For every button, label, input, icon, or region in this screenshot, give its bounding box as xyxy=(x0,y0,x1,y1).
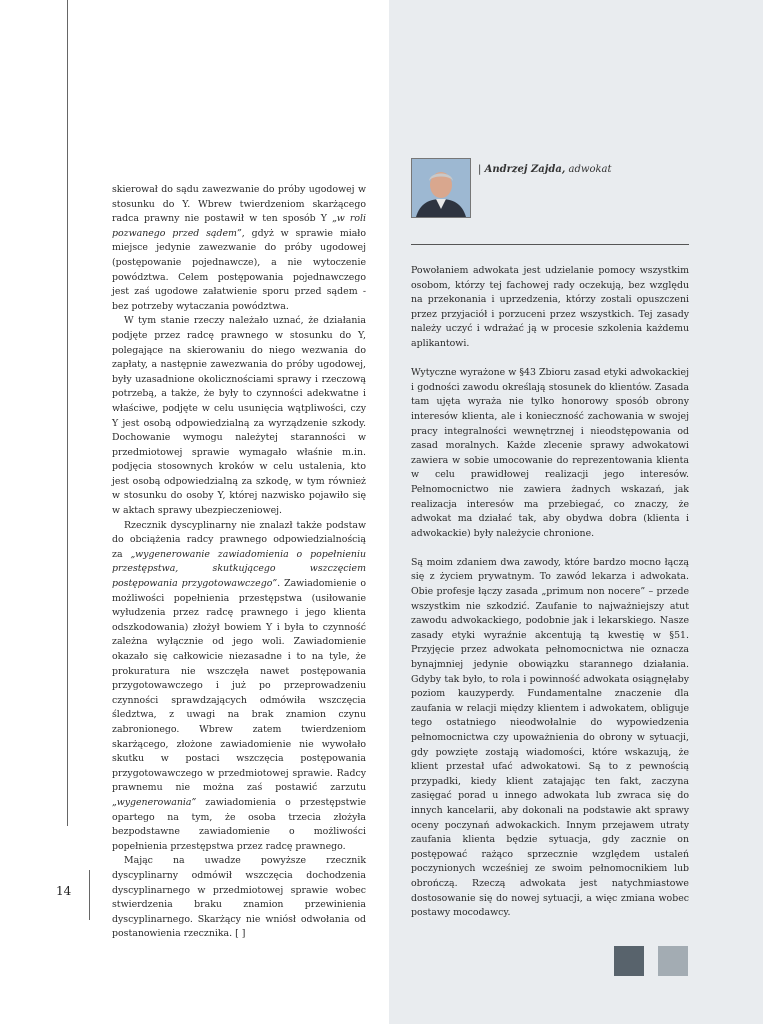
text-run: Rzecznik dyscyplinarny nie znalazł także podstaw do obciążenia radcy prawnego odpowiedzialnością za xyxy=(112,519,366,560)
left-article-column xyxy=(112,183,366,942)
author-name: Andrzej Zajda, xyxy=(484,164,566,175)
paragraph-2: W tym stanie rzeczy należało uznać, że działania podjęte przez radcę prawnego w stosunku do Y, polegające na skierowaniu do niego wezwania do zapłaty, a następnie zawezwania do próby ugodowej, były uzasadnione okolicznościami sprawy i rzeczową potrzebą, a także, że były to czynności adekwatne i właściwe, podjęte w celu usunięcia wątpliwości, czy Y jest osobą odpowiedzialną za wyrządzenie szkody. Dochowanie wymogu należytej staranności w przedmiotowej sprawie wymagało właśnie m.in. podjęcia stosownych kroków w celu ustalenia, kto jest osobą odpowiedzialną za szkodę, w tym również w stosunku do osoby Y, której nazwisko pojawiło się w aktach sprawy ubezpieczeniowej. xyxy=(112,315,366,517)
author-role: adwokat xyxy=(568,164,612,175)
paragraph-4: Mając na uwadze powyższe rzecznik dyscyplinarny odmówił wszczęcia dochodzenia dyscyplinarnego w przedmiotowej sprawie wobec stwierdzenia braku znamion przewinienia dyscyplinarnego. Skarżący nie wniósł odwołania od postanowienia rzecznika. [ ] xyxy=(112,855,366,940)
text-run: skierował do sądu zawezwanie do próby ugodowej w stosunku do Y. Wbrew twierdzeniom skarżącego radca prawny nie postawił w ten sposób Y xyxy=(112,184,366,225)
text-run: . Zawiadomienie o możliwości popełnienia przestępstwa (usiłowanie wyłudzenia przez radcę prawnego i jego klienta odszkodowania) złożył bowiem Y i była to czynność zależna wyłącznie od jego woli. Zawiadomienie okazało się całkowicie niezasadne i to na tyle, że prokuratura nie wszczęła nawet postępowania przygotowawczego i już po przeprowadzeniu czynności sprawdzających odmówiła wszczęcia śledztwa, z uwagi na brak znamion czynu zabronionego. Wbrew zatem twierdzeniom skarżącego, złożone zawiadomienie nie wywołało skutku w postaci wszczęcia postępowania przygotowawczego w przedmiotowej sprawie. Radcy prawnemu nie można zaś postawić zarzutu xyxy=(112,578,367,794)
italic-quote: „wygenerowanie zawiadomienia o popełnieniu przestępstwa, skutkującego wszczęciem postępowania przygotowawczego” xyxy=(112,548,366,590)
margin-rule-top xyxy=(67,0,68,826)
right-paragraph-1: Powołaniem adwokata jest udzielanie pomocy wszystkim osobom, którzy tej fachowej rady oczekują, bez względu na przekonania i uprzedzenia, którzy zostali opuszczeni przez przyjaciół i porzuceni przez wszystkich. Tej zasady należy uczyć i wdrażać ją w procesie szkolenia każdemu aplikantowi. xyxy=(411,265,689,349)
right-article-column xyxy=(411,264,689,935)
margin-rule-bottom xyxy=(89,870,90,920)
author-portrait-icon xyxy=(412,159,470,217)
italic-quote: „wygenerowania” xyxy=(112,796,197,808)
author-photo xyxy=(411,158,471,218)
right-paragraph-3: Są moim zdaniem dwa zawody, które bardzo mocno łączą się z życiem prywatnym. To zawód lekarza i adwokata. Obie profesje łączy zasada „primum non nocere” – przede wszystkim nie szkodzić. Zaufanie to najważniejszy atut zawodu adwokackiego, podobnie jak i lekarskiego. Nasze zasady etyki wyraźnie akcentują tą kwestię w §51. Przyjęcie przez adwokata pełnomocnictwa nie oznacza bynajmniej jedynie obowiązku starannego działania. Gdyby tak było, to rola i powinność adwokata osiągnęłaby poziom kauzyperdy. Fundamentalne znaczenie dla zaufania w relacji między klientem i adwokatem, obliguje tego ostatniego nieodwołalnie do wypowiedzenia pełnomocnictwa czy upoważnienia do obrony w sytuacji, gdy powzięte zostają wiadomości, które wskazują, że klient przestał ufać adwokatowi. Są to z pewnością przypadki, kiedy klient zatajając ten fakt, zaczyna zasięgać porad u innego adwokata lub zwraca się do innych kancelarii, aby dokonali na podstawie akt sprawy oceny poczynań adwokackich. Innym przejawem utraty zaufania klienta będzie sytuacja, gdy zacznie on postępować rażąco sprzecznie względem ustaleń poczynionych wcześniej ze swoim pełnomocnikiem lub obrończą. Rzeczą adwokata jest natychmiastowe dostosowanie się do nowej sytuacji, a więc zmiana wobec postawy mocodawcy. xyxy=(411,556,689,919)
text-run: , gdyż w sprawie miało miejsce jedynie zawezwanie do próby ugodowej (postępowanie pojednawcze), a nie wytoczenie powództwa. Celem postępowania pojednawczego jest zaś ugodowe załatwienie sporu przed sądem - bez potrzeby wytaczania powództwa. xyxy=(112,227,366,312)
decorative-square-light xyxy=(658,946,688,976)
paragraph-3 xyxy=(112,519,366,855)
decorative-square-dark xyxy=(614,946,644,976)
header-divider xyxy=(411,244,689,245)
right-paragraph-2: Wytyczne wyrażone w §43 Zbioru zasad etyki adwokackiej i godności zawodu określają stosunek do klientów. Zasada tam ujęta wyraża nie tylko honorowy sposób obrony interesów klienta, ale i konieczność zachowania w swojej pracy integralności wewnętrznej i nieodstępowania od zasad moralnych. Każde zlecenie sprawy adwokatowi zawiera w sobie umocowanie do reprezentowania klienta w celu prawidłowej realizacji jego interesów. Pełnomocnictwo nie zawiera żadnych wskazań, jak realizacja interesów ma przebiegać, co znaczy, że adwokat ma działać tak, aby obydwa dobra (klienta i adwokackie) były należycie chronione. xyxy=(411,367,689,539)
author-byline xyxy=(478,164,612,175)
page-number: 14 xyxy=(56,884,72,898)
byline-separator: | xyxy=(478,164,482,175)
text-run: zawiadomienia o przestępstwie opartego na tym, że osoba trzecia złożyła bezpodstawne zawiadomienie o możliwości popełnienia przestępstwa przez radcę prawnego. xyxy=(112,796,366,852)
italic-quote: „w roli pozwanego przed sądem” xyxy=(112,213,366,239)
paragraph-1 xyxy=(112,183,366,314)
